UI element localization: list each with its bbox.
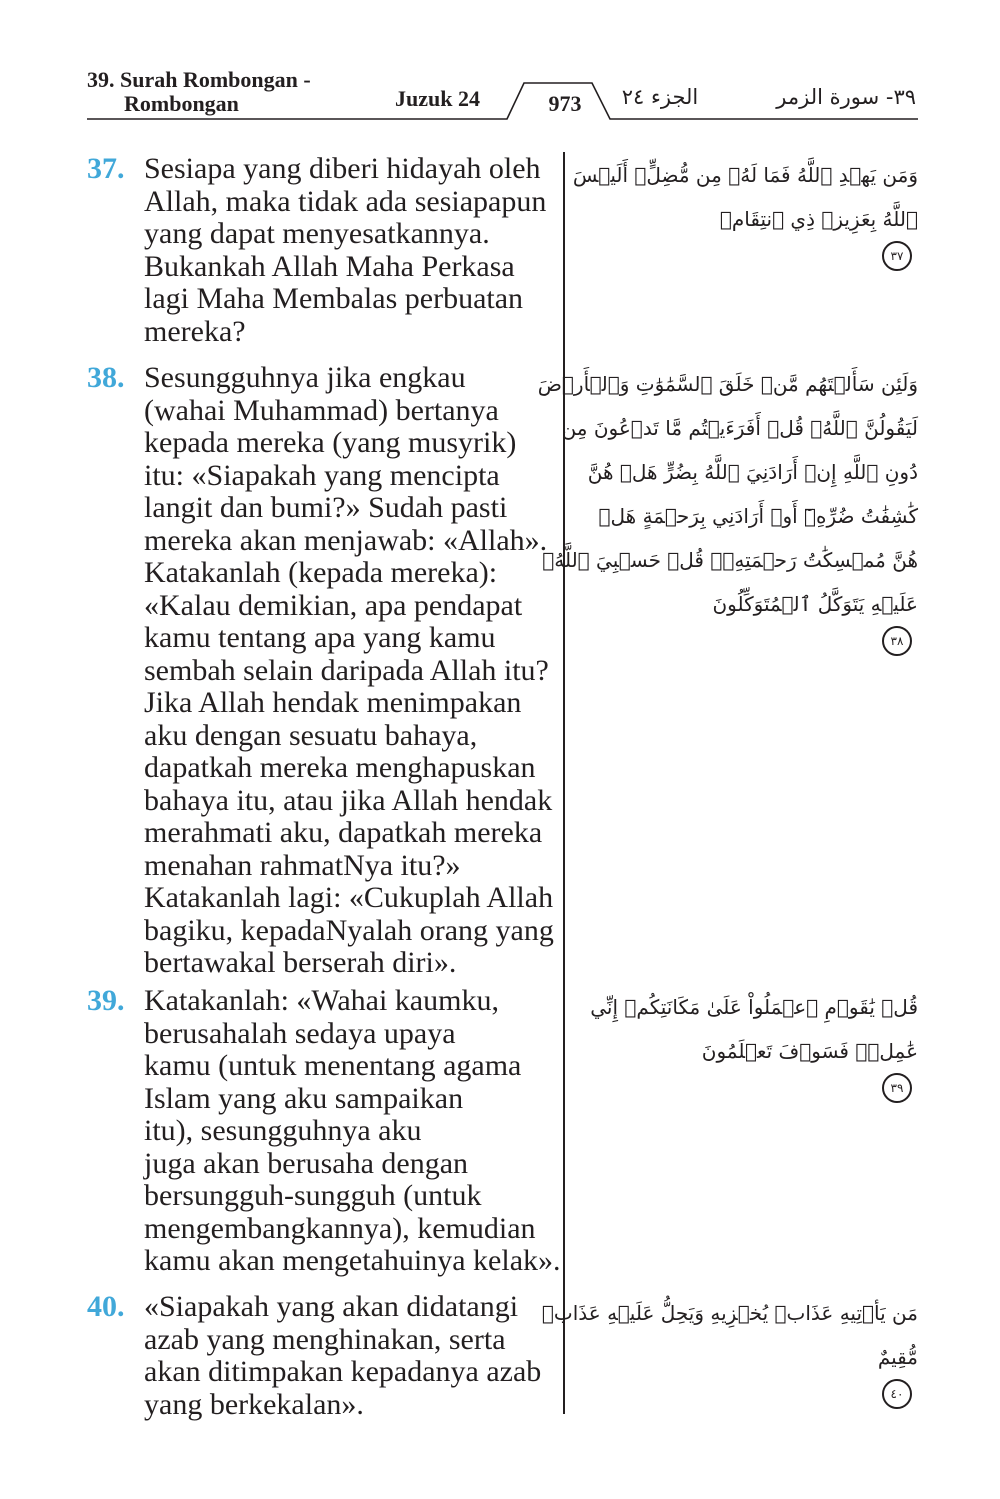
translation-line: itu: «Siapakah yang mencipta [144, 458, 500, 492]
translation-line: akan ditimpakan kepadanya azab [144, 1355, 542, 1388]
arabic-line [588, 1029, 918, 1103]
translation-line: Sesungguhnya jika engkau [144, 361, 466, 394]
arabic-text [572, 153, 918, 271]
arabic-line-text: عَلَيۡهِ يَتَوَكَّلُ ٱلۡمُتَوَكِّلُونَ [712, 592, 918, 616]
arabic-line-text: مُّقِيمٌ [877, 1345, 918, 1369]
arabic-line [588, 582, 918, 656]
header-rule [0, 0, 1000, 130]
translation-line: Katakanlah (kepada mereka): [144, 556, 498, 589]
translation-line: sembah selain daripada Allah itu? [144, 653, 549, 687]
verse-number: 40. [87, 1290, 125, 1323]
translation-line: yang berkekalan». [144, 1387, 364, 1421]
translation-line: Islam yang aku sampaikan [144, 1081, 464, 1115]
arabic-text [537, 362, 918, 656]
verse-translation [144, 362, 569, 980]
translation-line: bersungguh-sungguh (untuk [144, 1179, 482, 1212]
translation-line: Jika Allah hendak menimpakan [144, 686, 522, 719]
arabic-line: قُلۡ يَٰقَوۡمِ ٱعۡمَلُواْ عَلَىٰ مَكَانَتِكُمۡ إِنِّي [590, 995, 918, 1019]
translation-line: juga akan berusaha dengan [144, 1146, 469, 1180]
translation-line: kamu akan mengetahuinya kelak». [144, 1244, 561, 1277]
arabic-surah-title: ٣٩- سورة الزمر [776, 85, 916, 109]
translation-line: itu), sesungguhnya aku [144, 1114, 422, 1147]
translation-line: berusahalah sedaya upaya [144, 1016, 456, 1050]
arabic-line-text: ٱللَّهُ بِعَزِيزٖ ذِي ٱنتِقَامٖ [719, 207, 918, 231]
ayah-end-marker: ٣٧ [882, 241, 912, 271]
translation-line: merahmati aku, dapatkah mereka [144, 816, 543, 849]
translation-line: azab yang menghinakan, serta [144, 1322, 506, 1356]
verse-number: 37. [87, 152, 125, 185]
arabic-text [541, 1291, 918, 1409]
page-number: 973 [548, 91, 582, 116]
arabic-line: وَلَئِن سَأَلۡتَهُم مَّنۡ خَلَقَ ٱلسَّمَٰوَٰتِ وَٱلۡأَرۡضَ [537, 372, 918, 396]
verse-translation [144, 1291, 569, 1421]
arabic-line: كَٰشِفَٰتُ ضُرِّهِۦٓ أَوۡ أَرَادَنِي بِرَحۡمَةٍ هَلۡ [598, 504, 918, 528]
arabic-line: هُنَّ مُمۡسِكَٰتُ رَحۡمَتِهِۦۚ قُلۡ حَسۡبِيَ ٱللَّهُۖ [542, 548, 918, 572]
arabic-line: لَيَقُولُنَّ ٱللَّهُۚ قُلۡ أَفَرَءَيۡتُم مَّا تَدۡعُونَ مِن [561, 416, 918, 440]
translation-line: bahaya itu, atau jika Allah hendak [144, 783, 553, 817]
translation-line: mengembangkannya), kemudian [144, 1211, 536, 1245]
surah-title-line1: 39. Surah Rombongan - [87, 67, 311, 92]
translation-line: «Kalau demikian, apa pendapat [144, 588, 523, 622]
surah-title-line2: Rombongan [124, 91, 239, 116]
ayah-end-marker: ٤٠ [882, 1379, 912, 1409]
translation-line: Katakanlah lagi: «Cukuplah Allah [144, 881, 554, 914]
translation-line: dapatkah mereka menghapuskan [144, 751, 536, 784]
arabic-line-text: عَٰمِلٞۖ فَسَوۡفَ تَعۡلَمُونَ [701, 1039, 918, 1063]
translation-line: aku dengan sesuatu bahaya, [144, 718, 478, 752]
verse-number: 39. [87, 984, 125, 1017]
arabic-juz-label: الجزء ٢٤ [621, 85, 699, 109]
arabic-text [588, 985, 918, 1103]
translation-line: mereka? [144, 314, 246, 348]
arabic-line: مَن يَأۡتِيهِ عَذَابٞ يُخۡزِيهِ وَيَحِلُّ عَلَيۡهِ عَذَابٞ [541, 1301, 918, 1325]
ayah-end-marker: ٣٩ [882, 1073, 912, 1103]
translation-line: kepada mereka (yang musyrik) [144, 426, 517, 459]
arabic-line: دُونِ ٱللَّهِ إِنۡ أَرَادَنِيَ ٱللَّهُ بِضُرٍّ هَلۡ هُنَّ [587, 460, 918, 484]
arabic-line: وَمَن يَهۡدِ ٱللَّهُ فَمَا لَهُۥ مِن مُّضِلٍّۗ أَلَيۡسَ [572, 163, 918, 187]
verse-number: 38. [87, 361, 125, 394]
translation-line: «Siapakah yang akan didatangi [144, 1290, 519, 1323]
juzuk-label: Juzuk 24 [395, 86, 480, 111]
translation-line: langit dan bumi?» Sudah pasti [144, 491, 508, 524]
verse-translation [144, 153, 569, 348]
translation-line: Sesiapa yang diberi hidayah oleh [144, 152, 541, 185]
page-header [0, 0, 1000, 130]
translation-line: yang dapat menyesatkannya. [144, 217, 490, 250]
arabic-line [588, 197, 918, 271]
translation-line: Bukankah Allah Maha Perkasa [144, 249, 515, 283]
translation-line: bertawakal berserah diri». [144, 946, 457, 979]
translation-line: bagiku, kepadaNyalah orang yang [144, 913, 554, 947]
translation-line: kamu (untuk menentang agama [144, 1049, 522, 1082]
translation-line: Katakanlah: «Wahai kaumku, [144, 984, 499, 1017]
translation-line: (wahai Muhammad) bertanya [144, 393, 499, 427]
translation-line: lagi Maha Membalas perbuatan [144, 282, 524, 315]
verse-translation [144, 985, 569, 1278]
translation-line: Allah, maka tidak ada sesiapapun [144, 184, 547, 218]
arabic-line [588, 1335, 918, 1409]
ayah-end-marker: ٣٨ [882, 626, 912, 656]
translation-line: menahan rahmatNya itu?» [144, 848, 461, 882]
translation-line: mereka akan menjawab: «Allah». [144, 523, 548, 557]
translation-line: kamu tentang apa yang kamu [144, 621, 496, 654]
